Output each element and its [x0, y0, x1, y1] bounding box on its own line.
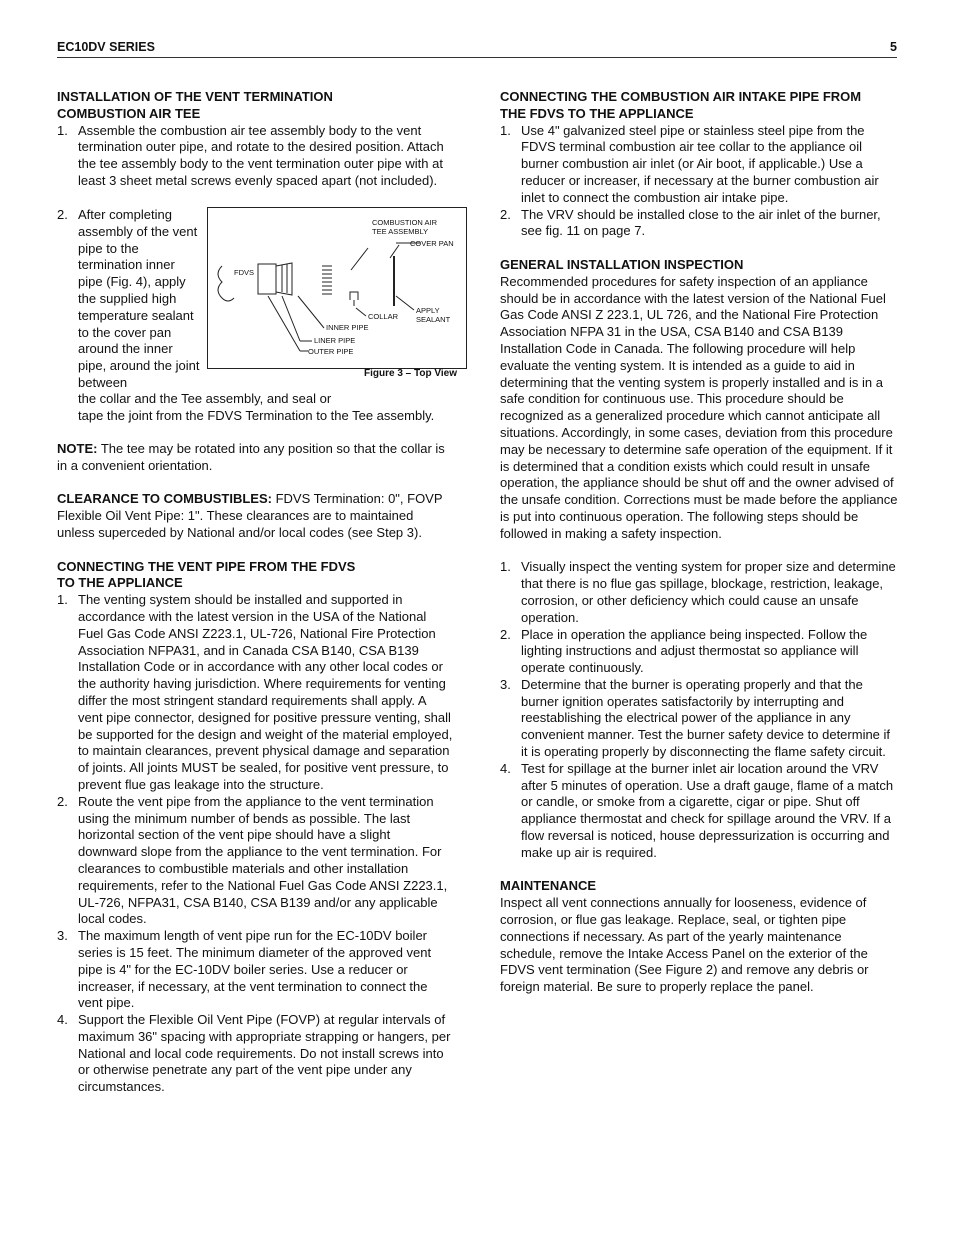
item-text: The VRV should be installed close to the air inlet of the burner, see fig. 11 on page 7.	[521, 206, 881, 239]
label-fdvs: FDVS	[234, 268, 255, 277]
heading-line: CONNECTING THE VENT PIPE FROM THE FDVS	[57, 558, 356, 574]
section-heading-inspection: GENERAL INSTALLATION INSPECTION	[500, 256, 744, 272]
note-text: The tee may be rotated into any position so that the collar is in a convenient orientation.	[57, 441, 445, 473]
inner-pipe-ridges	[322, 266, 332, 294]
list-item	[500, 627, 898, 677]
clearance-label: CLEARANCE TO COMBUSTIBLES:	[57, 491, 272, 507]
item-text: Support the Flexible Oil Vent Pipe (FOVP) at regular intervals of maximum 36" spacing with appropriate strapping or hangers, per National and local code requirements. Do not install screws into or otherwise penetrate any part of the vent pipe under any circumstances.	[78, 1012, 451, 1095]
figure-3-top-view	[207, 207, 467, 369]
item-number: 2.	[500, 206, 511, 222]
item-text: Determine that the burner is operating properly and that the burner ignition operates satisfactorily by interrupting and reestablishing the electrical power of the appliance in any convenient manner. Test the burner safety device to determine if it is operating properly by disconnecting the flame safety circuit.	[521, 676, 891, 760]
left-column-lower	[57, 441, 453, 1096]
item-number: 1.	[500, 559, 511, 575]
vent-termination-steps	[57, 123, 453, 190]
left-column	[57, 89, 453, 190]
label-liner-pipe: LINER PIPE	[314, 336, 356, 345]
label-collar: COLLAR	[368, 312, 399, 321]
section-heading-vent-termination	[57, 89, 453, 123]
list-item	[57, 928, 453, 1012]
list-item	[500, 123, 898, 207]
item-text: Assemble the combustion air tee assembly body to the vent termination outer pipe, and rotate to the desired position. Attach the tee assembly body to the vent termination outer pipe with at least 3 sheet metal screws evenly spaced apart (not included).	[78, 122, 444, 188]
list-item	[57, 592, 453, 794]
item-text: After completing assembly of the vent pipe to the termination inner pipe (Fig. 4), apply the supplied high temperature sealant to the cover pan around the inner pipe, around the joint between	[78, 207, 200, 390]
section-heading-combustion-air-intake	[500, 89, 898, 123]
item-number: 1.	[57, 592, 68, 608]
item-text: The maximum length of vent pipe run for the EC-10DV boiler series is 15 feet. The minimum diameter of the approved vent pipe is 4" for the EC-10DV boiler series. Use a reducer or increaser, if necessary, at the vent termination to connect the vent pipe.	[78, 928, 432, 1011]
item-text-continued	[78, 391, 463, 425]
label-combustion-air: COMBUSTION AIR	[372, 218, 438, 227]
series-title: EC10DV SERIES	[57, 40, 155, 54]
vent-pipe-steps	[57, 592, 453, 1096]
label-outer-pipe: OUTER PIPE	[308, 347, 354, 356]
note-label: NOTE:	[57, 441, 98, 456]
page-number: 5	[890, 40, 897, 54]
item-text: The venting system should be installed and supported in accordance with the latest version in the USA of the National Fuel Gas Code ANSI Z223.1, UL-726, National Fire Protection Association NFPA31, and in Canada CSA B140, CSA B139 Installation Code or in accordance with any other local codes or the authority having jurisdiction. Where requirements for venting differ the most stringent standard requirements shall apply. A vent pipe connector, designed for positive pressure venting, shall be supported for the design and weight of the material employed, to maintain clearances, prevent physical damage and separation of joints. All joints MUST be sealed, for positive vent pressure, to prevent flue gas leakage into the structure.	[78, 592, 453, 792]
item-number: 3.	[500, 676, 511, 692]
heading-line: COMBUSTION AIR TEE	[57, 105, 201, 121]
figure-caption: Figure 3 – Top View	[364, 368, 457, 379]
item-number: 4.	[500, 760, 511, 776]
heading-line: CONNECTING THE COMBUSTION AIR INTAKE PIPE FROM	[500, 89, 862, 104]
section-heading-maintenance: MAINTENANCE	[500, 878, 597, 894]
list-item	[500, 559, 898, 626]
section-heading-vent-pipe	[57, 559, 453, 593]
item-text: Test for spillage at the burner inlet air location around the VRV after 5 minutes of operation. Use a draft gauge, flame of a match or candle, or smoke from a cigarette, cigar or pipe. Shut off appliance thermostat and check for spillage around the VRV. If a flow reversal is noticed, house depressurization is occurring and make up air is required.	[521, 760, 894, 860]
item-number: 2.	[57, 793, 68, 809]
maintenance-paragraph: Inspect all vent connections annually for looseness, evidence of corrosion, or flue gas leakage. Replace, seal, or tighten pipe connections if necessary. As part of the yearly maintenance schedule, remove the Intake Access Panel on the exterior of the FDVS vent termination (See Figure 2) and remove any debris or foreign material. Be sure to properly replace the panel.	[500, 895, 869, 995]
item-number: 4.	[57, 1012, 68, 1028]
fdvs-flare	[276, 263, 292, 295]
item-number: 1.	[500, 122, 511, 138]
page-header	[57, 40, 897, 58]
list-item	[57, 794, 453, 928]
label-sealant: SEALANT	[416, 315, 451, 324]
item-number: 3.	[57, 928, 68, 944]
list-item	[57, 123, 453, 190]
heading-line: TO THE APPLIANCE	[57, 575, 183, 591]
label-tee-assembly: TEE ASSEMBLY	[372, 227, 429, 236]
item-number: 2.	[500, 626, 511, 642]
inspection-paragraph: Recommended procedures for safety inspection of an appliance should be in accordance with the latest version of the National Fuel Gas Code ANSI Z 223.1, UL 726, and the National Fire Protection Association NFPA 31 in the USA, CSA B140 and CSA B139 Installation Code in Canada. The following procedure will help evaluate the venting system. It is intended as a guide to aid in determining that the venting system is properly installed and is in a safe condition for continuous use. This procedure should be recognized as a generalized procedure which cannot anticipate all situations. Accordingly, in some cases, deviation from this procedure may be necessary to determine safe operation of the equipment. If it is determined that a condition exists which could result in unsafe operation, the appliance should be shut off and the owner advised of the unsafe condition. Corrections must be made before the appliance is put into continuous operation. The following steps should be followed in making a safety inspection.	[500, 273, 898, 541]
intake-pipe-steps	[500, 123, 898, 241]
inspection-steps	[500, 559, 898, 861]
item-number: 2.	[57, 207, 68, 222]
item-text: Place in operation the appliance being inspected. Follow the lighting instructions and adjust thermostat so appliance will operate continuously.	[521, 626, 868, 676]
fdvs-outline	[218, 266, 234, 301]
item-text: Visually inspect the venting system for proper size and determine that there is no flue gas spillage, blockage, restriction, leakage, corrosion, or other deficiency which could cause an unsafe operation.	[521, 559, 896, 625]
item-number: 1.	[57, 122, 68, 138]
text-line: the collar and the Tee assembly, and seal or	[78, 391, 332, 406]
collar	[350, 292, 358, 300]
list-item	[500, 677, 898, 761]
item-text: Route the vent pipe from the appliance to the vent termination using the minimum number of bends as possible. The last horizontal section of the vent pipe should have a slight downward slope from the appliance to the vent termination. For clearances to combustible materials and other installation requirements, refer to the National Fuel Gas Code ANSI Z223.1, UL-726, NFPA31, CSA B140, CSA B139 and/or any applicable local codes.	[78, 793, 448, 927]
list-item	[57, 1012, 453, 1096]
item-text: Use 4" galvanized steel pipe or stainless steel pipe from the FDVS terminal combustion air tee collar to the appliance oil burner combustion air inlet (or Air boot, if applicable.) Use a reducer or increaser, if necessary at the burner combustion air inlet to connect the combustion air intake pipe.	[521, 122, 879, 205]
label-inner-pipe: INNER PIPE	[326, 323, 369, 332]
heading-line: THE FDVS TO THE APPLIANCE	[500, 105, 694, 121]
note-paragraph	[57, 441, 453, 475]
tee-assembly-diagram	[208, 208, 466, 368]
label-cover-pan: COVER PAN	[410, 239, 454, 248]
text-line: tape the joint from the FDVS Termination to the Tee assembly.	[78, 407, 435, 423]
list-item	[500, 207, 898, 241]
heading-line: INSTALLATION OF THE VENT TERMINATION	[57, 89, 333, 104]
list-item	[500, 761, 898, 862]
label-apply: APPLY	[416, 306, 440, 315]
fdvs-body	[258, 264, 276, 294]
right-column	[500, 89, 898, 996]
clearance-paragraph	[57, 491, 453, 541]
clearance-text: FDVS Termination: 0", FOVP Flexible Oil Vent Pipe: 1". These clearances are to maintained unless superceded by National and/or local codes (see Step 3).	[57, 491, 443, 540]
